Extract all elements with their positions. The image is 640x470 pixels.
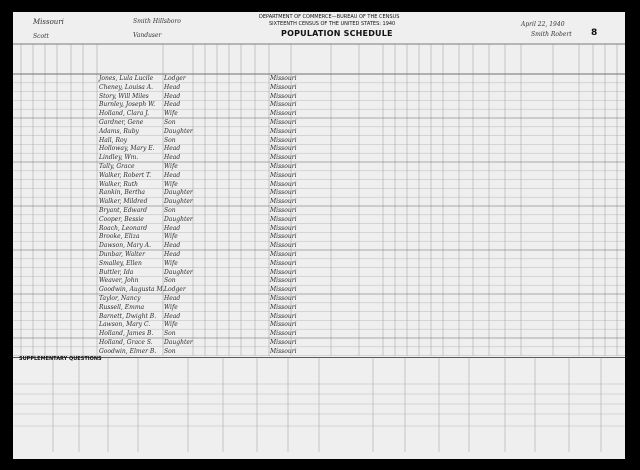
row-birthplace: Missouri [270,154,297,162]
row-birthplace: Missouri [270,347,297,355]
row-relation: Son [164,136,176,144]
row-birthplace: Missouri [270,286,297,294]
row-relation: Head [164,251,181,258]
row-birthplace: Missouri [270,330,297,338]
row-name: Brooke, Eliza [99,233,140,241]
row-birthplace: Missouri [270,180,297,188]
row-relation: Son [164,207,176,214]
row-birthplace: Missouri [270,339,297,346]
row-relation: Lodger [164,286,186,294]
row-relation: Head [164,83,181,91]
row-birthplace: Missouri [270,303,297,311]
row-relation: Daughter [164,189,193,197]
row-relation: Wife [164,233,178,241]
row-name: Jones, Lula Lucile [99,75,154,82]
row-birthplace: Missouri [270,163,297,170]
row-relation: Head [164,295,181,302]
row-birthplace: Missouri [270,295,297,302]
row-relation: Son [164,119,176,126]
row-name: Holland, Clara J. [99,110,150,118]
row-name: Tally, Grace [99,163,135,170]
row-relation: Son [164,347,176,355]
row-birthplace: Missouri [270,171,297,179]
county-field: Scott [33,33,49,40]
row-name: Smalley, Ellen [99,259,142,267]
row-birthplace: Missouri [270,189,297,197]
row-birthplace: Missouri [270,136,297,144]
row-name: Lawson, Mary C. [99,321,151,329]
row-name: Goodwin, Elmer B. [99,347,157,355]
enumerator-name: Smith Robert [531,31,572,38]
row-birthplace: Missouri [270,207,297,214]
census-sheet [13,12,625,459]
row-birthplace: Missouri [270,101,297,109]
row-birthplace: Missouri [270,312,297,320]
row-birthplace: Missouri [270,75,297,82]
row-name: Adams, Ruby [99,127,139,135]
row-name: Weaver, John [99,277,139,285]
row-birthplace: Missouri [270,242,297,250]
row-relation: Daughter [164,215,193,223]
row-birthplace: Missouri [270,92,297,100]
row-name: Hall, Roy [99,136,127,144]
row-relation: Daughter [164,198,193,206]
row-name: Burnley, Joseph W. [99,101,156,109]
page-title: POPULATION SCHEDULE [281,29,393,38]
row-relation: Head [164,224,181,232]
row-name: Taylor, Nancy [99,295,141,302]
row-birthplace: Missouri [270,198,297,206]
row-name: Buttler, Ida [99,268,134,276]
row-birthplace: Missouri [270,251,297,258]
row-birthplace: Missouri [270,110,297,118]
row-name: Dawson, Mary A. [99,242,152,250]
place-field: Vanduser [133,32,162,39]
sheet-number: 8 [591,28,598,38]
row-name: Gardner, Gene [99,119,144,126]
row-name: Barnett, Dwight B. [99,312,157,320]
row-relation: Son [164,330,176,338]
row-relation: Wife [164,259,178,267]
row-relation: Head [164,145,181,153]
row-birthplace: Missouri [270,268,297,276]
row-name: Goodwin, Augusta M. [99,286,165,294]
row-name: Cooper, Bessie [99,215,144,223]
row-name: Russell, Emma [99,303,145,311]
row-birthplace: Missouri [270,259,297,267]
department-heading: DEPARTMENT OF COMMERCE—BUREAU OF THE CENSUS [259,14,400,20]
row-birthplace: Missouri [270,224,297,232]
row-name: Holland, Grace S. [99,339,153,346]
enumeration-date: April 22, 1940 [521,21,565,28]
row-name: Holland, James B. [99,330,154,338]
row-birthplace: Missouri [270,277,297,285]
census-heading: SIXTEENTH CENSUS OF THE UNITED STATES: 1940 [269,21,396,27]
row-relation: Head [164,92,181,100]
row-relation: Head [164,101,181,109]
row-birthplace: Missouri [270,321,297,329]
row-relation: Daughter [164,127,193,135]
row-birthplace: Missouri [270,127,297,135]
row-name: Story, Will Miles [99,92,149,100]
row-relation: Son [164,277,176,285]
supplementary-label: SUPPLEMENTARY QUESTIONS [19,356,102,362]
row-name: Roach, Leonard [99,224,148,232]
row-name: Dunbar, Walter [99,251,145,258]
row-relation: Head [164,171,181,179]
row-name: Rankin, Bertha [99,189,146,197]
row-relation: Head [164,242,181,250]
row-name: Walker, Ruth [99,180,139,188]
row-name: Cheney, Louisa A. [99,83,154,91]
row-birthplace: Missouri [270,233,297,241]
row-relation: Wife [164,110,178,118]
state-field: Missouri [33,18,64,26]
row-relation: Wife [164,321,178,329]
row-relation: Wife [164,163,178,170]
row-name: Lindley, Wm. [99,154,139,162]
row-relation: Head [164,154,181,162]
row-birthplace: Missouri [270,83,297,91]
row-birthplace: Missouri [270,215,297,223]
row-relation: Daughter [164,268,193,276]
row-relation: Lodger [164,75,186,82]
row-name: Walker, Robert T. [99,171,152,179]
row-relation: Wife [164,303,178,311]
row-name: Walker, Mildred [99,198,148,206]
row-birthplace: Missouri [270,145,297,153]
row-relation: Daughter [164,339,193,346]
township-field: Smith Hillsboro [133,18,181,25]
row-relation: Wife [164,180,178,188]
row-birthplace: Missouri [270,119,297,126]
row-name: Holloway, Mary E. [99,145,155,153]
row-relation: Head [164,312,181,320]
row-name: Bryant, Edward [99,207,147,214]
